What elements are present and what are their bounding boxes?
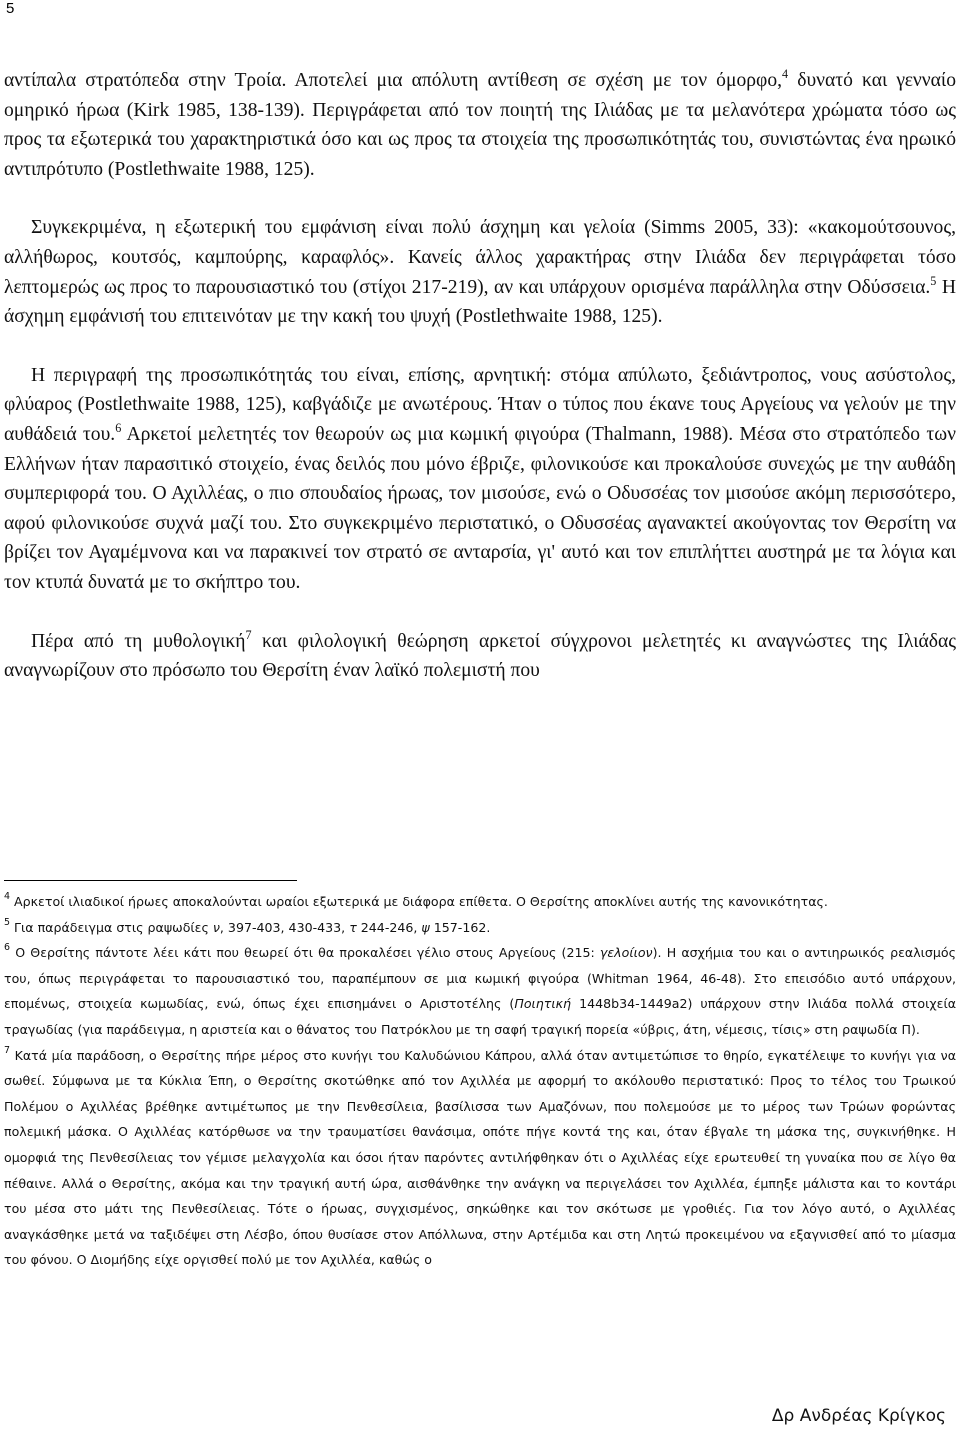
footnote-reference-4[interactable]: 4 — [782, 67, 789, 82]
footnote-reference-6[interactable]: 6 — [115, 421, 122, 436]
footnote-italic: τ — [349, 919, 357, 935]
paragraph-4 — [4, 627, 956, 686]
author-footer: Δρ Ανδρέας Κρίγκος — [771, 1406, 946, 1426]
footnote-text: 244-246, — [356, 919, 422, 935]
footnote-text: Κατά μία παράδοση, ο Θερσίτης πήρε μέρος στο κυνήγι του Καλυδώνιου Κάπρου, αλλά όταν αντιμετώπισε το θηρίο, εγκατέλειψε το κυνήγι για να σωθεί. Σύμφωνα με τα Κύκλια Έπη, ο Θερσίτης σκοτώθηκε από τον Αχιλλέα με αφορμή το ακόλουθο περιστατικό: Προς το τέλος του Τρωικού Πολέμου ο Αχιλλέας βρέθηκε αντιμέτωπος με την Πενθεσίλεια, βασίλισσα των Αμαζόνων, που πολεμούσε με το μέρος των Τρώων φορώντας πολεμική μάσκα. Ο Αχιλλέας κατόρθωσε να την τραυματίσει θανάσιμα, οπότε πήγε κοντά της και, όταν έβγαλε τη μάσκα της, συγκινήθηκε. Η ομορφιά της Πενθεσίλειας τον γέμισε μελαγχολία και όσοι ήταν παρόντες αντιλήφθηκαν ότι ο Αχιλλέας είχε ερωτευθεί τη γυναίκα που σε λίγο θα πέθαινε. Αλλά ο Θερσίτης, ακόμα και την τραγική αυτή ώρα, αισθάνθηκε την ανάγκη να περιγελάσει τον Αχιλλέα, έμπηξε μάλιστα και το κοντάρι του μέσα στο μάτι της Πενθεσίλειας. Τότε ο ήρωας, συγχισμένος, σηκώθηκε και τον σκότωσε με γροθιές. Για τον λόγο αυτό, ο Αχιλλέας αναγκάσθηκε μετά να ταξιδέψει στη Λέσβο, όπου θυσίασε στον Απόλλωνα, στην Αρτέμιδα και στη Λητώ προκειμένου να εξαγνισθεί από το μίασμα του φόνου. Ο Διομήδης είχε οργισθεί πολύ με τον Αχιλλέα, καθώς ο — [4, 1047, 956, 1268]
footnote-text: , 397-403, 430-433, — [219, 919, 350, 935]
footnote-text: 1448b34-1449a2) υπάρχουν στην Ιλιάδα πολλά στοιχεία τραγωδίας (για παράδειγμα, η αριστεία και ο θάνατος του Πατρόκλου με τη σαφή τραγική πορεία «ύβρις, άτη, νέμεσις, τίσις» στη ραψωδία Π). — [4, 996, 957, 1037]
footnote-text: Ο Θερσίτης πάντοτε λέει κάτι που θεωρεί ότι θα προκαλέσει γέλιο στους Αργείους (215: — [10, 945, 600, 961]
footnote-reference-5[interactable]: 5 — [930, 273, 937, 288]
paragraph-text: και φιλολογική θεώρηση αρκετοί σύγχρονοι μελετητές κι αναγνώστες της Ιλιάδας αναγνωρίζουν στο πρόσωπο του Θερσίτη έναν λαϊκό πολεμιστή που — [4, 630, 956, 682]
footnote-6 — [4, 940, 956, 1042]
footnote-italic: ν — [212, 919, 220, 935]
footnote-number: 5 — [4, 916, 11, 928]
footnote-italic: γελοίιον — [599, 945, 653, 961]
footnote-italic: Ποιητική — [514, 996, 572, 1012]
paragraph-text: αντίπαλα στρατόπεδα στην Τροία. Αποτελεί μια απόλυτη αντίθεση σε σχέση με τον όμορφο, — [4, 70, 783, 91]
paragraph-text: Αρκετοί μελετητές τον θεωρούν ως μια κωμική φιγούρα (Thalmann, 1988). Μέσα στο στρατόπεδο των Ελλήνων ήταν παρασιτικό στοιχείο, ένας δειλός που μόνο έβριζε, φιλονικούσε και προκαλούσε συνεχώς με την αυθάδη συμπεριφορά του. Ο Αχιλλέας, ο πιο σπουδαίος ήρωας, τον μισούσε, ενώ ο Οδυσσέας τον μισούσε ακόμη περισσότερο, αφού φιλονικούσε συχνά μαζί του. Στο συγκεκριμένο περιστατικό, ο Οδυσσέας αγανακτεί ακούγοντας τον Θερσίτη να βρίζει τον Αγαμέμνονα και να παρακινεί τον στρατό σε ανταρσία, γι' αυτό και τον επιπλήττει αυστηρά με τα λόγια και τον κτυπά δυνατά με το σκήπτρο του. — [4, 423, 956, 593]
page-number: 5 — [6, 0, 15, 17]
footnote-text: Αρκετοί ιλιαδικοί ήρωες αποκαλούνται ωραίοι εξωτερικά με διάφορα επίθετα. Ο Θερσίτης αποκλίνει αυτής της κανονικότητας. — [10, 894, 828, 909]
footnote-5 — [4, 915, 956, 941]
paragraph-3 — [4, 361, 956, 598]
footnote-number: 4 — [4, 890, 11, 902]
footnote-italic: ψ — [421, 919, 430, 935]
paragraph-text: Η άσχημη εμφάνισή του επιτεινόταν με την κακή του ψυχή (Postlethwaite 1988, 125). — [4, 276, 956, 328]
paragraph-text: Πέρα από τη μυθολογική — [31, 630, 246, 652]
paragraph-2 — [4, 213, 956, 331]
footnote-4 — [4, 889, 956, 915]
footnote-text: 157-162. — [429, 919, 491, 935]
footnote-number: 6 — [4, 942, 11, 954]
paragraph-1 — [4, 66, 956, 184]
footnotes-section — [4, 889, 956, 1273]
footnote-separator — [4, 880, 297, 881]
footnote-number: 7 — [4, 1044, 11, 1056]
paragraph-text: δυνατό και γενναίο ομηρικό ήρωα (Kirk 1985, 138-139). Περιγράφεται από τον ποιητή της Ιλιάδας με τα μελανότερα χρώματα τόσο ως προς τα εξωτερικά του χαρακτηριστικά όσο και ως προς τα στοιχεία της προσωπικότητάς του, συνιστώντας ένα ηρωικό αντιπρότυπο (Postlethwaite 1988, 125). — [4, 70, 956, 180]
footnote-reference-7[interactable]: 7 — [245, 627, 252, 642]
footnote-text: ). Η ασχήμια του και ο αντιηρωικός ρεαλισμός του, όπως περιγράφεται το παρουσιαστικό του, παραπέμπουν σε μια κωμική φιγούρα (Whitman 1964, 46-48). Στο επεισόδιο αυτό υπάρχουν, επομένως, στοιχεία κωμωδίας, ενώ, όπως έχει επισημάνει ο Αριστοτέλης ( — [4, 945, 956, 1012]
paragraph-text: Συγκεκριμένα, η εξωτερική του εμφάνιση είναι πολύ άσχημη και γελοία (Simms 2005, 33): «κακομούτσουνος, αλλήθωρος, κουτσός, καμπούρης, καραφλός». Κανείς άλλος χαρακτήρας στην Ιλιάδα δεν περιγράφεται τόσο λεπτομερώς ως προς το παρουσιαστικό του (στίχοι 217-219), αν και υπάρχουν ορισμένα παράλληλα στην Οδύσσεια. — [4, 217, 956, 298]
paragraph-text: Η περιγραφή της προσωπικότητάς του είναι, επίσης, αρνητική: στόμα απύλωτο, ξεδιάντροπος, νους ασύστολος, φλύαρος (Postlethwaite 1988, 125), καβγάδιζε με ανωτέρους. Ήταν ο τύπος που έκανε τους Αργείους να γελούν με την αυθάδειά του. — [4, 364, 956, 445]
main-body-text — [4, 66, 956, 686]
footnote-text: Για παράδειγμα στις ραψωδίες — [10, 919, 213, 935]
footnote-7 — [4, 1043, 956, 1273]
